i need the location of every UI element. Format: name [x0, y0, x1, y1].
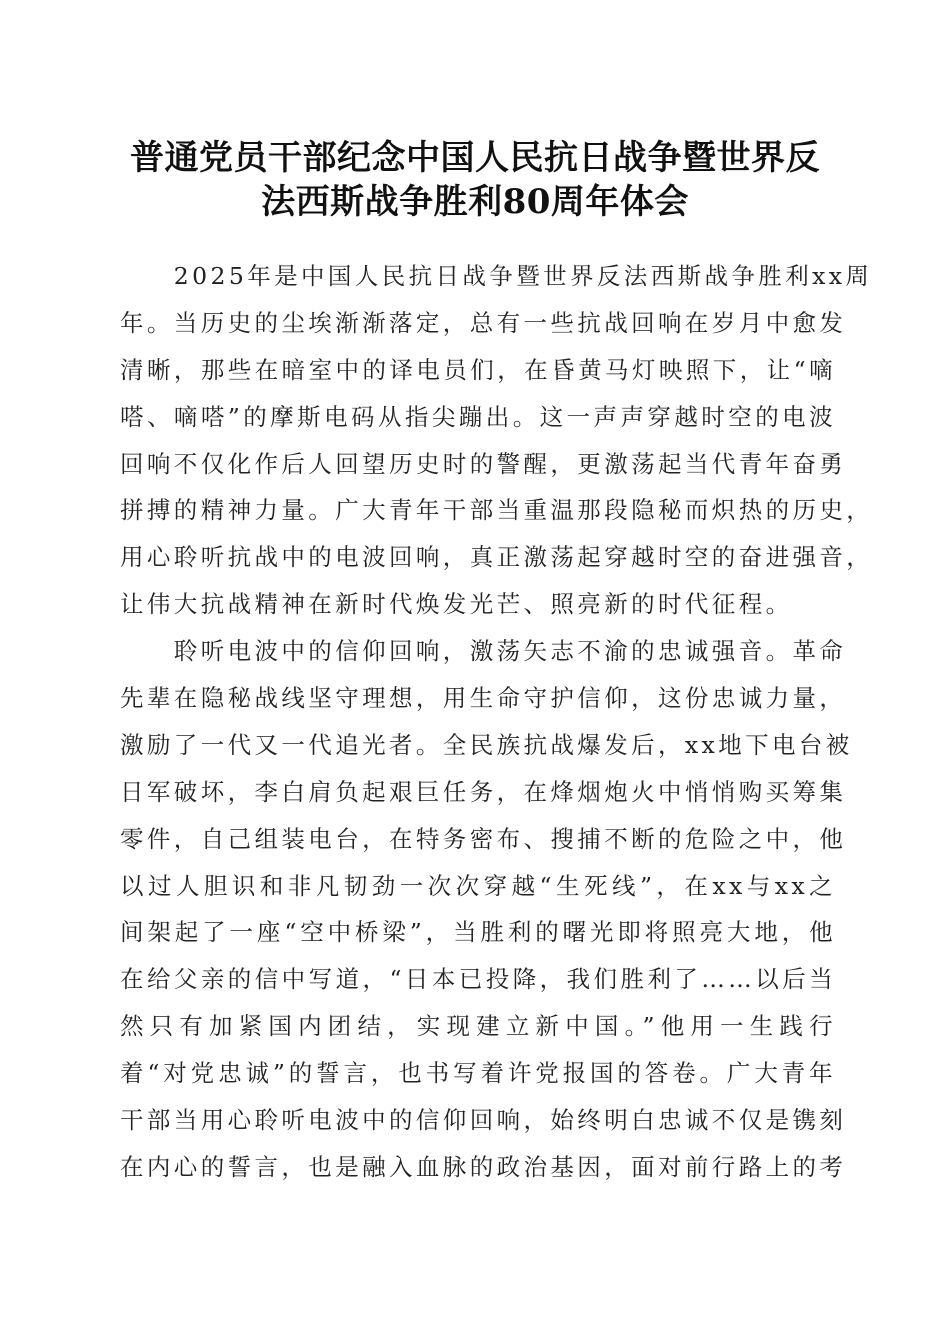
paragraph-line: 以过人胆识和非凡韧劲一次次穿越“生死线”，在xx与xx之 — [120, 871, 836, 900]
paragraph-line: 然只有加紧国内团结，实现建立新中国。”他用一生践行 — [120, 1012, 836, 1041]
paragraph-line: 拼搏的精神力量。广大青年干部当重温那段隐秘而炽热的历史， — [120, 496, 874, 525]
paragraph-line: 2025年是中国人民抗日战争暨世界反法西斯战争胜利xx周 — [120, 262, 873, 290]
paragraph-line: 让伟大抗战精神在新时代焕发光芒、照亮新的时代征程。 — [120, 590, 793, 619]
title-line: 法西斯战争胜利80周年体会 — [261, 182, 689, 222]
paragraph-line: 零件，自己组装电台，在特务密布、搜捕不断的危险之中，他 — [120, 824, 847, 853]
paragraph-line: 年。当历史的尘埃渐渐落定，总有一些抗战回响在岁月中愈发 — [120, 308, 847, 337]
paragraph-line: 聆听电波中的信仰回响，激荡矢志不渝的忠诚强音。革命 — [120, 637, 847, 666]
document-body — [120, 253, 874, 1191]
paragraph-line: 间架起了一座“空中桥梁”，当胜利的曙光即将照亮大地，他 — [120, 918, 836, 947]
paragraph-line: 在给父亲的信中写道，“日本已投降，我们胜利了……以后当 — [120, 965, 836, 994]
paragraph-line: 日军破坏，李白肩负起艰巨任务，在烽烟炮火中悄悄购买筹集 — [120, 777, 847, 806]
paragraph-line: 着“对党忠诚”的誓言，也书写着许党报国的答卷。广大青年 — [120, 1059, 836, 1088]
paragraph-line: 先辈在隐秘战线坚守理想，用生命守护信仰，这份忠诚力量， — [120, 684, 847, 713]
paragraph-line: 清晰，那些在暗室中的译电员们，在昏黄马灯映照下，让“嘀 — [120, 355, 836, 384]
document-title — [100, 136, 850, 224]
paragraph-line: 回响不仅化作后人回望历史时的警醒，更激荡起当代青年奋勇 — [120, 449, 847, 478]
paragraph-line: 激励了一代又一代追光者。全民族抗战爆发后，xx地下电台被 — [120, 730, 853, 759]
paragraph-line: 干部当用心聆听电波中的信仰回响，始终明白忠诚不仅是镌刻 — [120, 1106, 847, 1135]
paragraph-line: 在内心的誓言，也是融入血脉的政治基因，面对前行路上的考 — [120, 1152, 847, 1181]
paragraph-line: 用心聆听抗战中的电波回响，真正激荡起穿越时空的奋进强音， — [120, 543, 874, 572]
paragraph-line: 嗒、嘀嗒”的摩斯电码从指尖蹦出。这一声声穿越时空的电波 — [120, 402, 836, 431]
title-line: 普通党员干部纪念中国人民抗日战争暨世界反 — [130, 138, 820, 178]
